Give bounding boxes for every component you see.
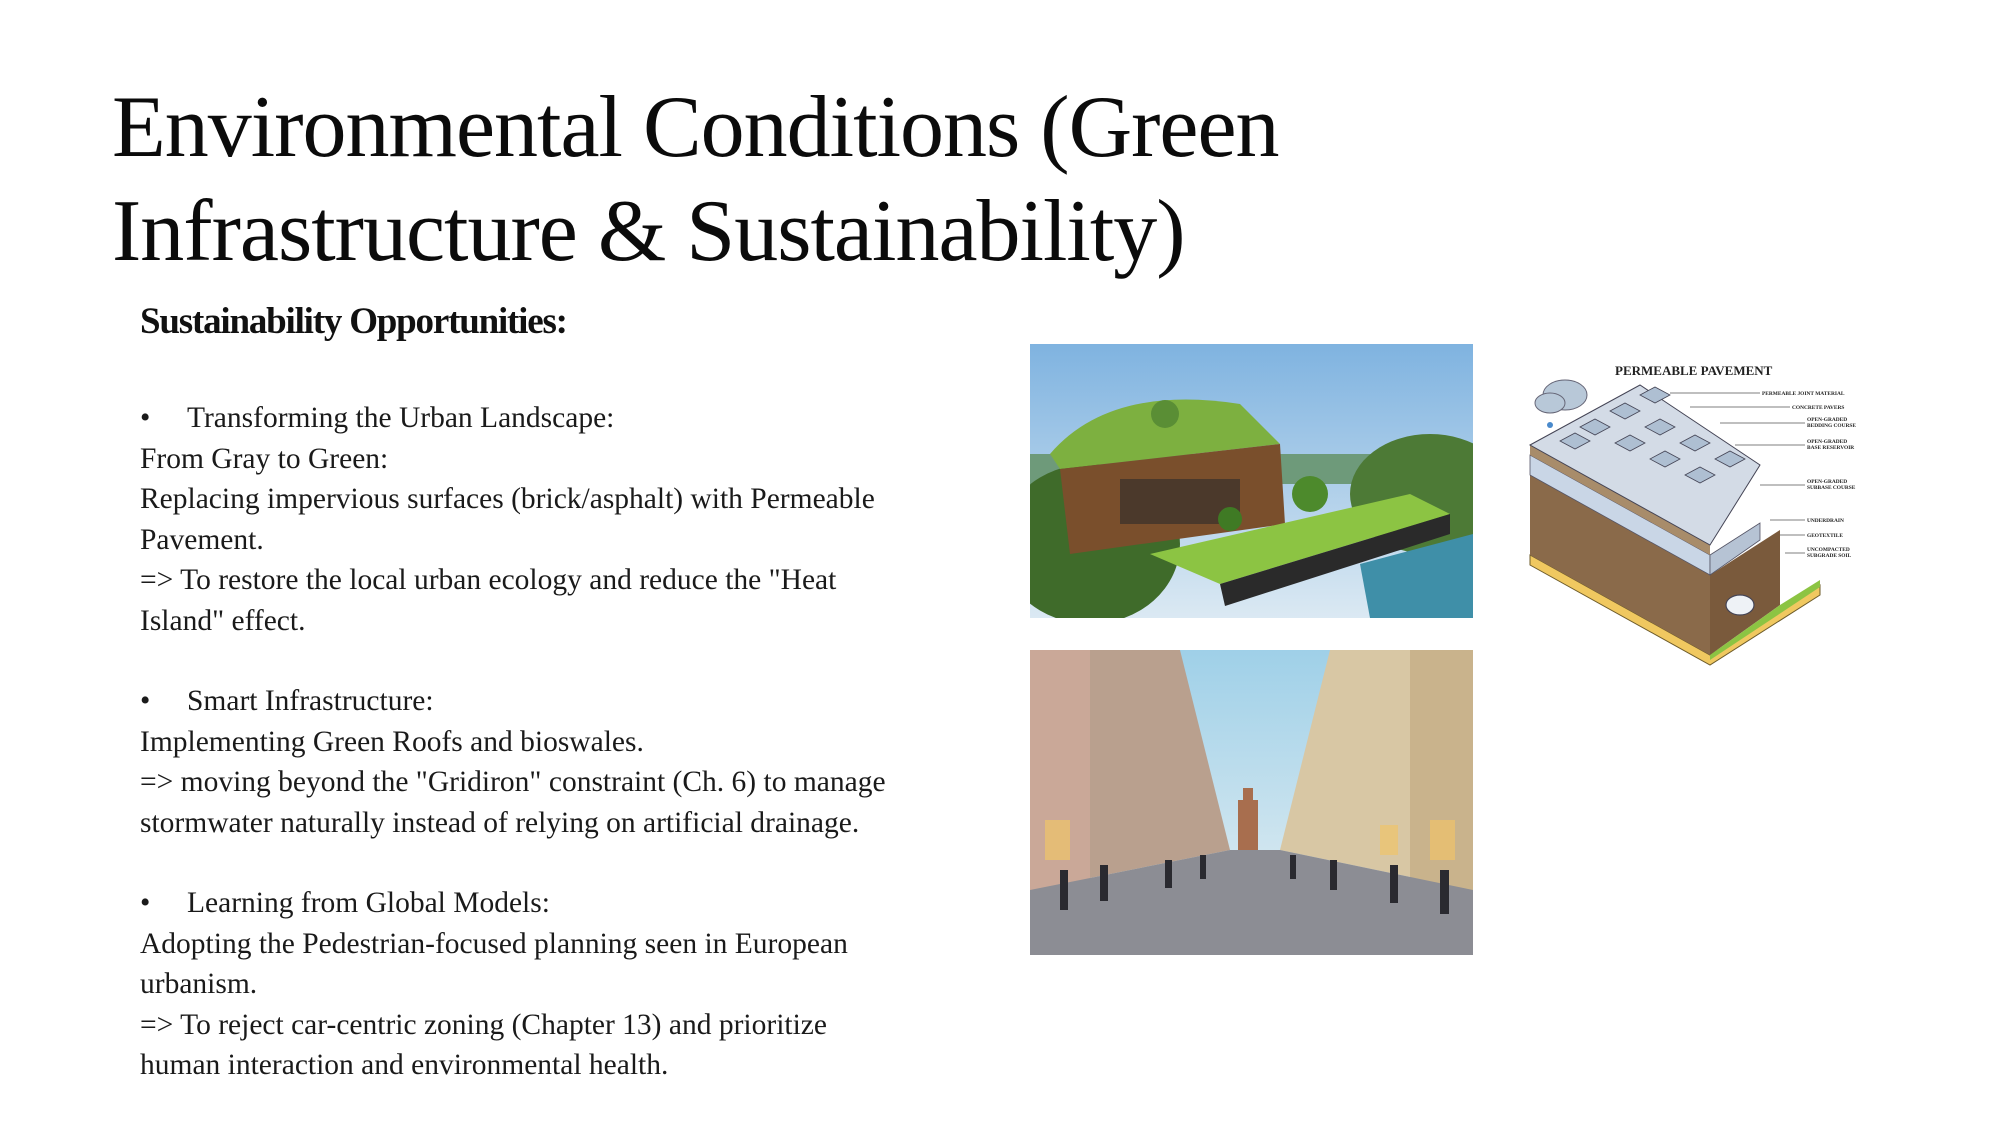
bullet-dot: • [140,402,151,434]
section-global-models [140,883,1000,1086]
diagram-label: OPEN-GRADED [1807,479,1848,485]
text-line: Adopting the Pedestrian-focused planning seen in European [140,927,848,960]
bullet-dot: • [140,887,151,919]
diagram-label: SUBBASE COURSE [1807,485,1856,491]
permeable-pavement-diagram [1520,355,1900,675]
diagram-label: PERMEABLE JOINT MATERIAL [1762,391,1845,397]
title-line-2: Infrastructure & Sustainability) [112,183,1185,280]
text-line: human interaction and environmental health. [140,1049,669,1081]
green-roof-photo [1030,344,1473,618]
text-line: From Gray to Green: [140,442,389,475]
text-line: Pavement. [140,523,264,556]
bullet-heading-text: Smart Infrastructure: [187,685,434,717]
pedestrian-street-photo [1030,650,1473,955]
section-urban-landscape [140,398,1000,641]
title-line-1: Environmental Conditions (Green [112,79,1279,176]
diagram-label: UNDERDRAIN [1807,518,1844,524]
section-subtitle: Sustainability Opportunities: [140,301,567,342]
diagram-label: GEOTEXTILE [1807,533,1843,539]
diagram-label: SUBGRADE SOIL [1807,553,1852,559]
slide-title [112,76,1512,284]
text-line: => To reject car-centric zoning (Chapter 13) and prioritize [140,1008,827,1041]
bullet-heading [140,883,1000,924]
section-smart-infrastructure [140,681,1000,843]
diagram-label: UNCOMPACTED [1807,547,1850,553]
diagram-label: BASE RESERVOIR [1807,445,1855,451]
text-line: Replacing impervious surfaces (brick/asphalt) with Permeable [140,483,875,515]
diagram-label: OPEN-GRADED [1807,417,1848,423]
diagram-label: BEDDING COURSE [1807,423,1856,429]
text-line: => To restore the local urban ecology and reduce the "Heat [140,564,837,596]
text-line: Island" effect. [140,604,306,637]
text-line: => moving beyond the "Gridiron" constraint (Ch. 6) to manage [140,766,886,798]
bullet-dot: • [140,685,151,717]
text-line: Implementing Green Roofs and bioswales. [140,725,644,758]
text-line: urbanism. [140,968,258,1000]
bullet-heading-text: Transforming the Urban Landscape: [187,402,615,434]
bullet-heading-text: Learning from Global Models: [187,887,550,919]
bullet-heading [140,681,1000,722]
bullet-heading [140,398,1000,439]
body-text [140,398,1000,1126]
text-line: stormwater naturally instead of relying on artificial drainage. [140,806,860,839]
diagram-label: CONCRETE PAVERS [1792,405,1845,411]
diagram-label: OPEN-GRADED [1807,439,1848,445]
diagram-title: PERMEABLE PAVEMENT [1615,363,1773,378]
